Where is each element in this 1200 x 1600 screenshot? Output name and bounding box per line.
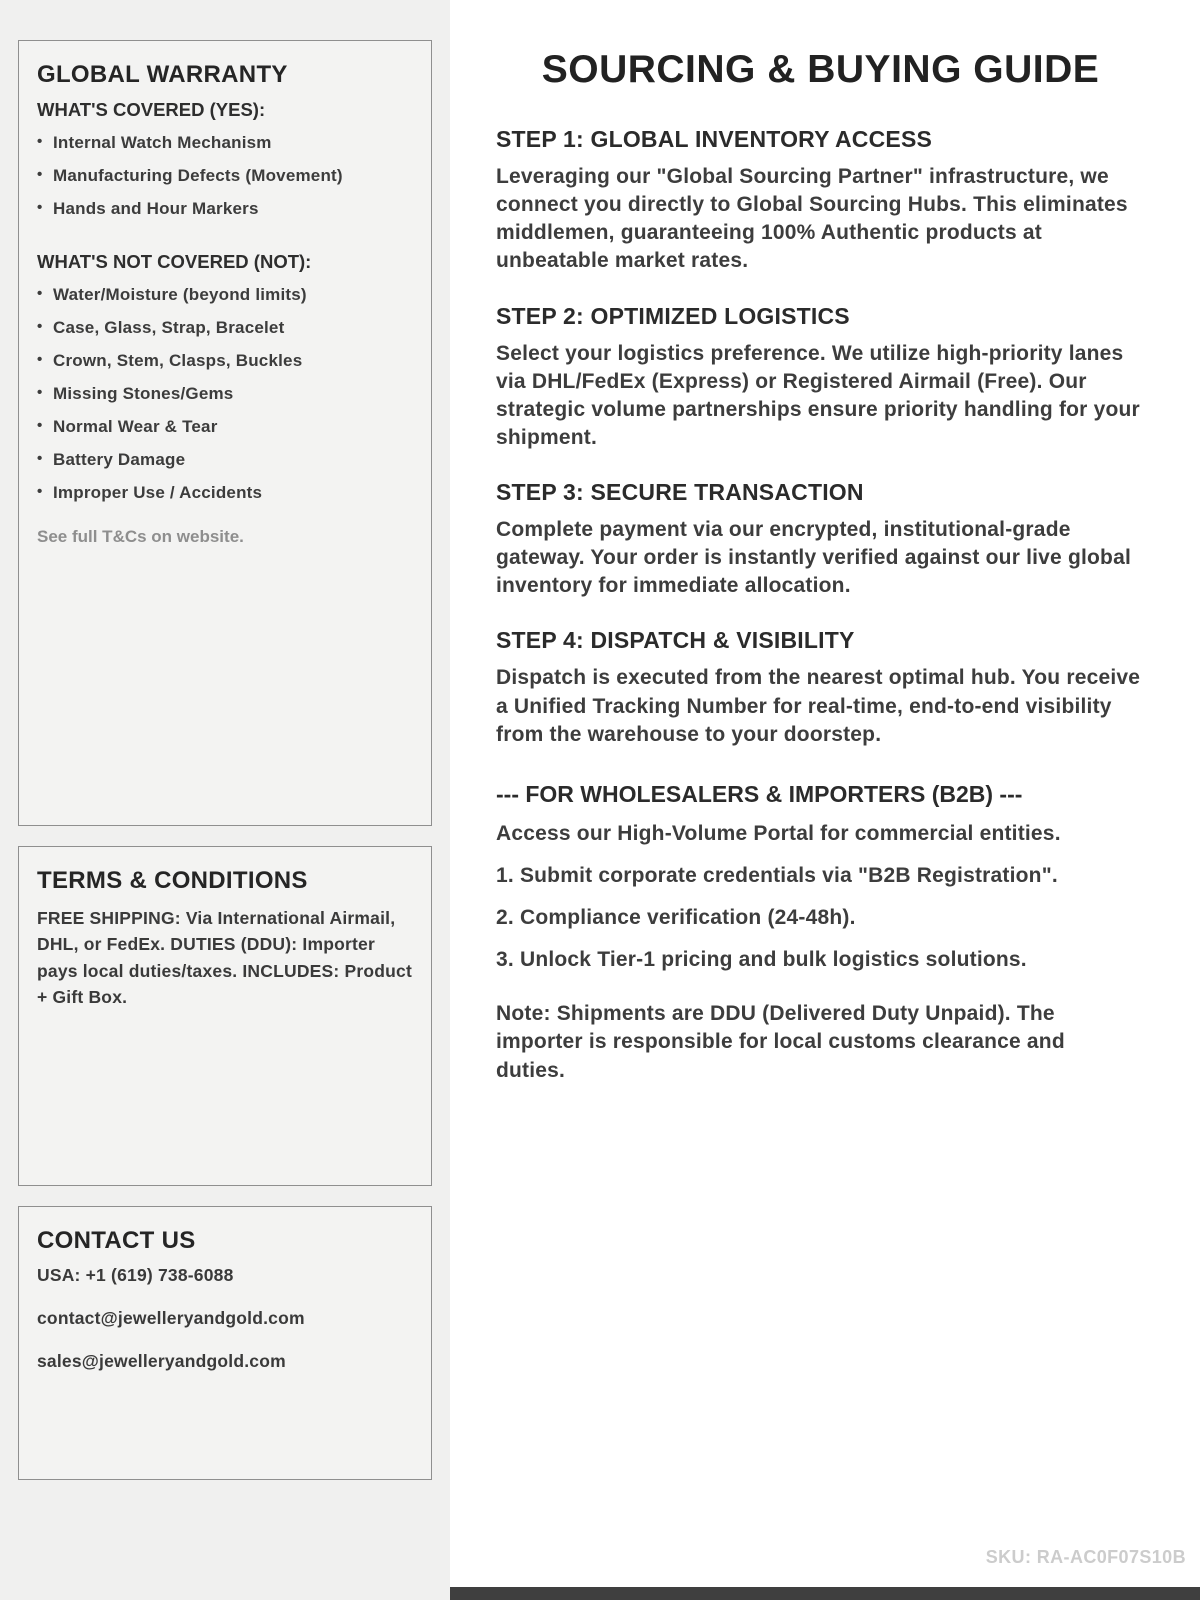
- step-body: Select your logistics preference. We utilize high-priority lanes via DHL/FedEx (Express) or Registered Airmail (Free). Our strategic volume partnerships ensure priority handling for your shipment.: [496, 341, 1140, 449]
- warranty-footnote: See full T&Cs on website.: [37, 527, 244, 546]
- terms-title: TERMS & CONDITIONS: [37, 867, 308, 894]
- step-heading: STEP 3: SECURE TRANSACTION: [496, 479, 864, 505]
- list-item: • Missing Stones/Gems: [37, 384, 413, 404]
- not-covered-list: [37, 285, 413, 503]
- b2b-section: [496, 781, 1145, 1085]
- step-body: Complete payment via our encrypted, institutional-grade gateway. Your order is instantly verified against our live global inventory for immediate allocation.: [496, 518, 1132, 598]
- step-3: [496, 479, 1145, 600]
- bottom-bar: [450, 1587, 1200, 1600]
- list-item: • Case, Glass, Strap, Bracelet: [37, 318, 413, 338]
- b2b-intro: Access our High-Volume Portal for commercial entities.: [496, 821, 1061, 845]
- step-heading: STEP 1: GLOBAL INVENTORY ACCESS: [496, 126, 933, 152]
- contact-email-sales: sales@jewelleryandgold.com: [37, 1351, 286, 1371]
- step-heading: STEP 4: DISPATCH & VISIBILITY: [496, 627, 855, 654]
- list-item: • Hands and Hour Markers: [37, 199, 413, 219]
- list-item: • Internal Watch Mechanism: [37, 133, 413, 153]
- contact-phone: USA: +1 (619) 738-6088: [37, 1265, 234, 1285]
- main-content: [450, 0, 1200, 1600]
- covered-list: [37, 133, 413, 219]
- b2b-item: 3. Unlock Tier-1 pricing and bulk logistics solutions.: [496, 948, 1027, 972]
- step-1: [496, 126, 1145, 276]
- sku-label: SKU: RA-AC0F07S10B: [985, 1547, 1186, 1567]
- b2b-heading: --- FOR WHOLESALERS & IMPORTERS (B2B) ---: [496, 780, 1023, 807]
- step-body: Dispatch is executed from the nearest optimal hub. You receive a Unified Tracking Number for real-time, end-to-end visibility from the warehouse to your doorstep.: [496, 666, 1141, 746]
- step-heading: STEP 2: OPTIMIZED LOGISTICS: [496, 302, 850, 329]
- terms-body: FREE SHIPPING: Via International Airmail, DHL, or FedEx. DUTIES (DDU): Importer pays local duties/taxes. INCLUDES: Product + Gift Box.: [37, 908, 413, 1007]
- contact-panel: [18, 1206, 432, 1480]
- step-body: Leveraging our "Global Sourcing Partner" infrastructure, we connect you directly to Global Sourcing Hubs. This eliminates middlemen, guaranteeing 100% Authentic products at unbeatable market rates.: [496, 165, 1128, 273]
- b2b-item: 2. Compliance verification (24-48h).: [496, 906, 856, 929]
- step-2: [496, 303, 1145, 453]
- list-item: • Crown, Stem, Clasps, Buckles: [37, 351, 413, 371]
- not-covered-heading: WHAT'S NOT COVERED (NOT):: [37, 251, 312, 272]
- list-item: • Battery Damage: [37, 450, 413, 470]
- b2b-note: Note: Shipments are DDU (Delivered Duty Unpaid). The importer is responsible for local customs clearance and duties.: [496, 1002, 1065, 1082]
- b2b-item: 1. Submit corporate credentials via "B2B Registration".: [496, 863, 1058, 887]
- warranty-title: GLOBAL WARRANTY: [37, 61, 288, 88]
- list-item: • Improper Use / Accidents: [37, 483, 413, 503]
- list-item: • Normal Wear & Tear: [37, 417, 413, 437]
- covered-heading: WHAT'S COVERED (YES):: [37, 99, 266, 120]
- list-item: • Water/Moisture (beyond limits): [37, 285, 413, 305]
- sidebar: [0, 0, 450, 1600]
- step-4: [496, 627, 1145, 748]
- contact-title: CONTACT US: [37, 1227, 196, 1254]
- terms-panel: [18, 846, 432, 1186]
- list-item: • Manufacturing Defects (Movement): [37, 166, 413, 186]
- contact-email: contact@jewelleryandgold.com: [37, 1308, 305, 1328]
- page-title: SOURCING & BUYING GUIDE: [541, 48, 1100, 91]
- warranty-panel: [18, 40, 432, 826]
